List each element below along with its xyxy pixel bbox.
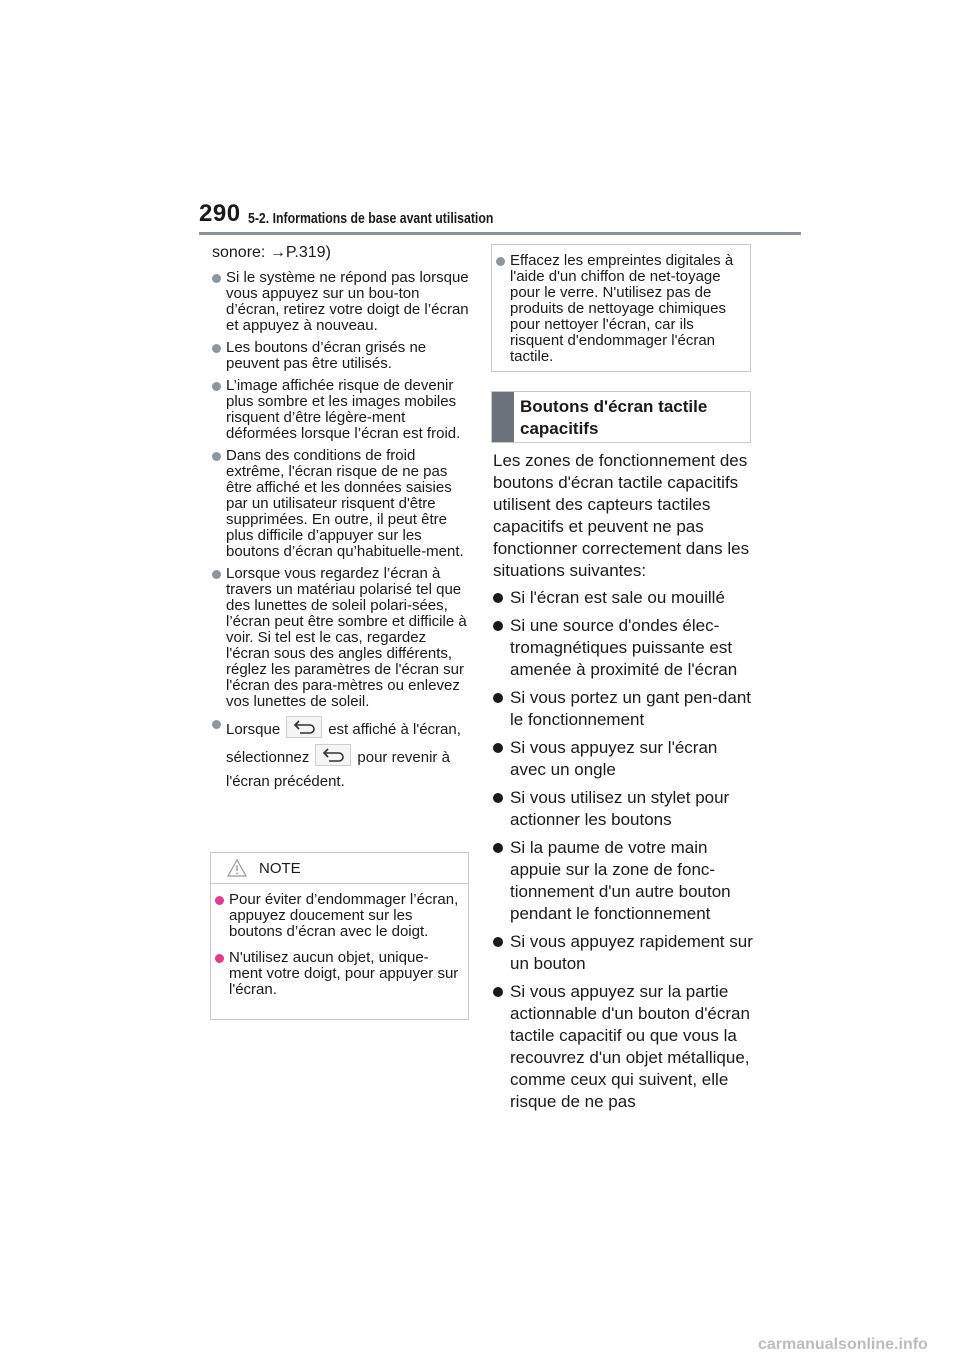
bullet-dot [215, 954, 224, 963]
header-rule [199, 232, 801, 235]
list-item: Lorsque vous regardez l’écran à travers un matériau polarisé tel que des lunettes de soleil polari-sées, l’écran peut être sombre et difficile à voir. Si tel est le cas, regardez l'écran sous des angles différents, réglez les paramètres de l'écran sur l'écran des para-mètres ou enlevez vos lunettes de soleil. [212, 566, 470, 710]
footer-watermark[interactable]: carmanualsonline.info [758, 1336, 928, 1353]
bullet-disc [493, 693, 503, 703]
note-list [211, 884, 468, 998]
bullet-dot [212, 720, 221, 729]
left-column [212, 244, 470, 798]
bullet-disc [493, 793, 503, 803]
bullet-disc [493, 743, 503, 753]
section-title: Boutons d'écran tactile capacitifs [520, 397, 708, 438]
bullet-disc [493, 593, 503, 603]
right-column [491, 244, 753, 372]
list-item-back: Lorsque est affiché à l'écran, sélectionnez pour revenir à l'écran précédent. [212, 716, 470, 792]
section-header: 5-2. Informations de base avant utilisation [248, 210, 494, 227]
bullet-disc [493, 987, 503, 997]
bullet-dot [496, 257, 505, 266]
list-item: N'utilisez aucun objet, unique-ment votre doigt, pour appuyer sur l'écran. [215, 950, 460, 998]
list-item: Si la paume de votre main appuie sur la zone de fonc-tionnement d'un autre bouton pendant le fonctionnement [493, 837, 755, 925]
list-item: Effacez les empreintes digitales à l'aide d'un chiffon de net-toyage pour le verre. N'utilisez pas de produits de nettoyage chimiques pour nettoyer l'écran, car ils risquent d'endommager l'écran tactile. [496, 253, 744, 365]
list-item: Si vous portez un gant pen-dant le fonctionnement [493, 687, 755, 731]
list-item: Si vous appuyez rapidement sur un bouton [493, 931, 755, 975]
intro-paragraph: Les zones de fonctionnement des boutons d'écran tactile capacitifs utilisent des capteurs tactiles capacitifs et peuvent ne pas fonctionner correctement dans les situations suivantes: [493, 451, 750, 580]
page-number: 290 [199, 200, 241, 227]
list-item: Si vous utilisez un stylet pour actionner les boutons [493, 787, 755, 831]
bullet-disc [493, 621, 503, 631]
note-header [211, 853, 468, 884]
section-heading-box [491, 391, 751, 443]
section-bar [492, 392, 514, 442]
bullet-dot [215, 896, 224, 905]
right-top-box [491, 244, 751, 372]
list-item: Si vous appuyez sur la partie actionnable d'un bouton d'écran tactile capacitif ou que vous la recouvrez d'un objet métallique, comme ceux qui suivent, elle risque de ne pas [493, 981, 755, 1113]
note-box [210, 852, 469, 1020]
list-item: Pour éviter d’endommager l’écran, appuyez doucement sur les boutons d’écran avec le doigt. [215, 892, 460, 940]
bullet-dot [212, 274, 221, 283]
list-item: Si l'écran est sale ou mouillé [493, 587, 755, 609]
tips-list [212, 270, 470, 792]
bullet-disc [493, 937, 503, 947]
bullet-dot [212, 382, 221, 391]
continuation-text: sonore: →P.319) [212, 244, 331, 261]
situations-list [493, 587, 755, 1119]
bullet-dot [212, 570, 221, 579]
bullet-disc [493, 843, 503, 853]
list-item: Les boutons d’écran grisés ne peuvent pas être utilisés. [212, 340, 470, 372]
list-item: Si le système ne répond pas lorsque vous appuyez sur un bou-ton d’écran, retirez votre doigt de l’écran et appuyez à nouveau. [212, 270, 470, 334]
bullet-dot [212, 344, 221, 353]
bullet-dot [212, 452, 221, 461]
back-arrow-icon [315, 744, 351, 772]
list-item: Si une source d'ondes élec-tromagnétiques puissante est amenée à proximité de l'écran [493, 615, 755, 681]
back-arrow-icon [286, 716, 322, 744]
right-top-list [496, 253, 744, 365]
list-item: Si vous appuyez sur l'écran avec un ongle [493, 737, 755, 781]
list-item: L’image affichée risque de devenir plus sombre et les images mobiles risquent d’être légère-ment déformées lorsque l’écran est froid. [212, 378, 470, 442]
list-item: Dans des conditions de froid extrême, l'écran risque de ne pas être affiché et les données saisies par un utilisateur risquent d'être supprimées. En outre, il peut être plus difficile d’appuyer sur les boutons d’écran qu’habituelle-ment. [212, 448, 470, 560]
warning-triangle-icon [227, 859, 247, 877]
note-title: NOTE [259, 860, 301, 877]
